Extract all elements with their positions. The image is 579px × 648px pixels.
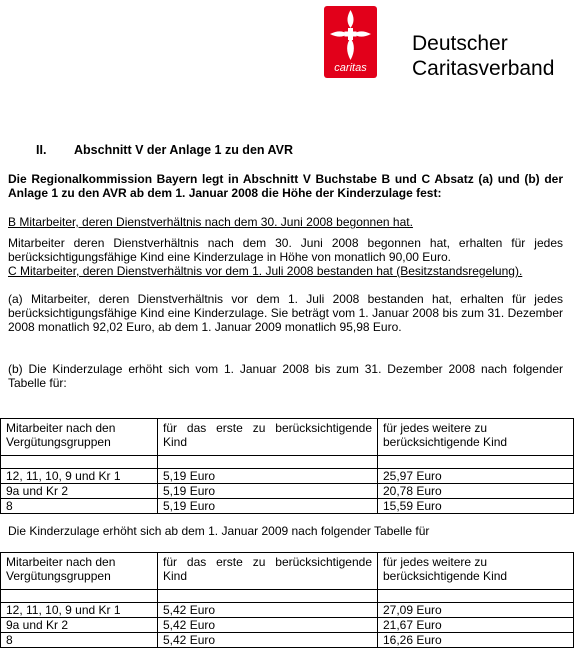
b-paragraph: Mitarbeiter deren Dienstverhältnis nach dem 30. Juni 2008 begonnen hat, erhalten für jedes berücksichtigungsfähige Kind eine Kinderzulage in Höhe von monatlich 90,00 Euro. bbox=[8, 236, 563, 264]
table-cell: 16,26 Euro bbox=[378, 633, 574, 648]
organization-name bbox=[412, 31, 554, 81]
table-cell: 20,78 Euro bbox=[378, 484, 574, 499]
table-cell: 5,42 Euro bbox=[158, 633, 378, 648]
table-header-row bbox=[1, 553, 574, 590]
table-row bbox=[1, 618, 574, 633]
table-cell: 5,19 Euro bbox=[158, 469, 378, 484]
table-cell: 12, 11, 10, 9 und Kr 1 bbox=[1, 469, 158, 484]
kinderzulage-table-2009 bbox=[0, 552, 574, 648]
table-cell: 5,19 Euro bbox=[158, 484, 378, 499]
kinderzulage-table-2008 bbox=[0, 418, 574, 514]
intro-paragraph: Die Regionalkommission Bayern legt in Abschnitt V Buchstabe B und C Absatz (a) und (b) der Anlage 1 zu den AVR ab dem 1. Januar 2008 die Höhe der Kinderzulage fest: bbox=[8, 172, 563, 200]
c-heading: C Mitarbeiter, deren Dienstverhältnis vor dem 1. Juli 2008 bestanden hat (Besitzstandsregelung). bbox=[8, 264, 523, 278]
table-cell: 15,59 Euro bbox=[378, 499, 574, 514]
table-cell: 5,42 Euro bbox=[158, 603, 378, 618]
table-row bbox=[1, 633, 574, 648]
flame-cross-icon bbox=[324, 6, 377, 64]
table-cell: 9a und Kr 2 bbox=[1, 618, 158, 633]
table-cell: 25,97 Euro bbox=[378, 469, 574, 484]
table-cell: 5,42 Euro bbox=[158, 618, 378, 633]
table-cell: 5,19 Euro bbox=[158, 499, 378, 514]
table-cell: 27,09 Euro bbox=[378, 603, 574, 618]
c-a-paragraph: (a) Mitarbeiter, deren Dienstverhältnis vor dem 1. Juli 2008 bestanden hat, erhalten für jedes berücksichtigungsfähige Kind eine Kinderzulage. Sie beträgt vom 1. Januar 2008 bis zum 31. Dezember 2008 monatlich 92,02 Euro, ab dem 1. Januar 2009 monatlich 95,98 Euro. bbox=[8, 292, 563, 334]
table-header-cell: für das erste zu berücksichtigende Kind bbox=[158, 553, 378, 590]
table-cell: 9a und Kr 2 bbox=[1, 484, 158, 499]
between-paragraph: Die Kinderzulage erhöht sich ab dem 1. Januar 2009 nach folgender Tabelle für bbox=[8, 524, 430, 538]
table-spacer-row bbox=[1, 590, 574, 603]
section-heading bbox=[36, 143, 293, 157]
table-row bbox=[1, 499, 574, 514]
table-header-cell: Mitarbeiter nach den Vergütungsgruppen bbox=[1, 553, 158, 590]
table-cell: 21,67 Euro bbox=[378, 618, 574, 633]
section-number: II. bbox=[36, 143, 47, 157]
org-line-1: Deutscher bbox=[412, 32, 508, 55]
b-heading: B Mitarbeiter, deren Dienstverhältnis nach dem 30. Juni 2008 begonnen hat. bbox=[8, 215, 413, 229]
table-header-row bbox=[1, 419, 574, 456]
table-cell: 8 bbox=[1, 633, 158, 648]
table-row bbox=[1, 484, 574, 499]
table-row bbox=[1, 603, 574, 618]
table-header-cell: Mitarbeiter nach den Vergütungsgruppen bbox=[1, 419, 158, 456]
table-spacer-row bbox=[1, 456, 574, 469]
caritas-logo bbox=[324, 6, 377, 78]
c-b-paragraph: (b) Die Kinderzulage erhöht sich vom 1. Januar 2008 bis zum 31. Dezember 2008 nach folgender Tabelle für: bbox=[8, 362, 563, 390]
section-title: Abschnitt V der Anlage 1 zu den AVR bbox=[74, 143, 294, 157]
table-row bbox=[1, 469, 574, 484]
table-cell: 8 bbox=[1, 499, 158, 514]
table-header-cell: für jedes weitere zu berücksichtigende Kind bbox=[378, 419, 574, 456]
org-line-2: Caritasverband bbox=[412, 57, 555, 80]
logo-wordmark: caritas bbox=[334, 62, 367, 74]
table-header-cell: für das erste zu berücksichtigende Kind bbox=[158, 419, 378, 456]
table-cell: 12, 11, 10, 9 und Kr 1 bbox=[1, 603, 158, 618]
table-header-cell: für jedes weitere zu berücksichtigende Kind bbox=[378, 553, 574, 590]
